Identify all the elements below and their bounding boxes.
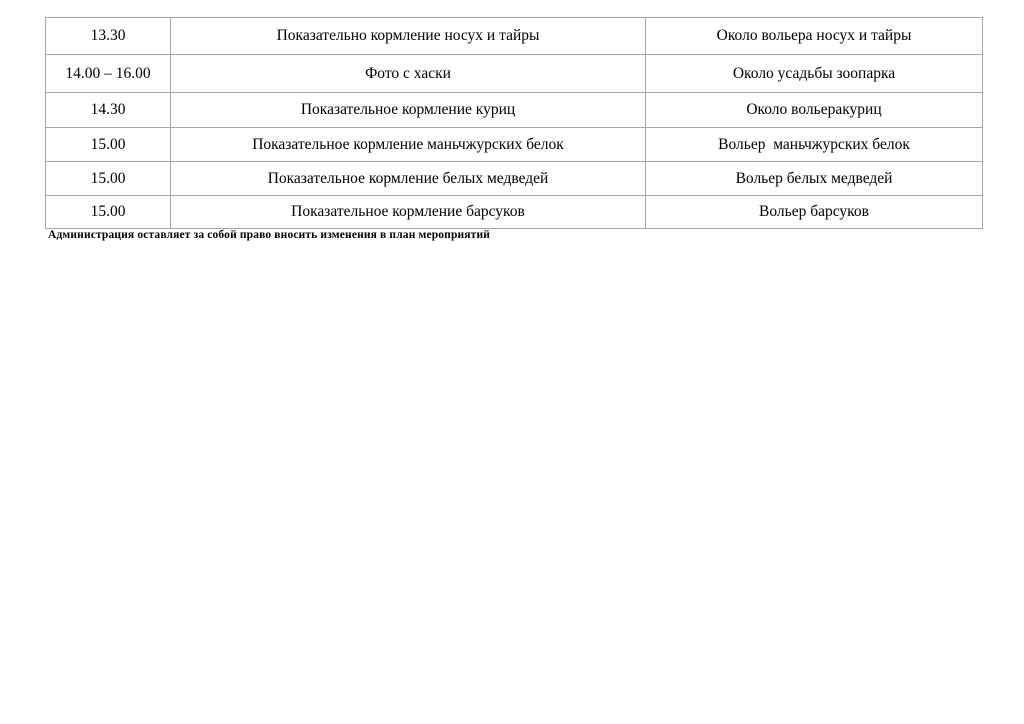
cell-place: Около вольера носух и тайры: [646, 18, 983, 55]
table-row: [46, 196, 983, 229]
cell-time: 15.00: [46, 128, 171, 162]
cell-place: Около вольеракуриц: [646, 93, 983, 128]
cell-time: 15.00: [46, 162, 171, 196]
cell-event: Показательное кормление белых медведей: [171, 162, 646, 196]
table-row: [46, 128, 983, 162]
cell-event: Показательное кормление барсуков: [171, 196, 646, 229]
cell-place: Около усадьбы зоопарка: [646, 55, 983, 93]
table-row: [46, 93, 983, 128]
cell-time: 13.30: [46, 18, 171, 55]
cell-event: Показательное кормление куриц: [171, 93, 646, 128]
schedule-disclaimer-note: Администрация оставляет за собой право вносить изменения в план мероприятий: [48, 229, 490, 241]
table-row: [46, 18, 983, 55]
cell-place: Вольер маньчжурских белок: [646, 128, 983, 162]
cell-time: 14.30: [46, 93, 171, 128]
table-row: [46, 162, 983, 196]
schedule-table-container: [45, 17, 982, 229]
table-row: [46, 55, 983, 93]
schedule-table: [45, 17, 983, 229]
cell-event: Показательно кормление носух и тайры: [171, 18, 646, 55]
cell-time: 14.00 – 16.00: [46, 55, 171, 93]
cell-event: Фото с хаски: [171, 55, 646, 93]
cell-place: Вольер барсуков: [646, 196, 983, 229]
cell-time: 15.00: [46, 196, 171, 229]
cell-event: Показательное кормление маньчжурских белок: [171, 128, 646, 162]
schedule-table-body: [46, 18, 983, 229]
cell-place: Вольер белых медведей: [646, 162, 983, 196]
